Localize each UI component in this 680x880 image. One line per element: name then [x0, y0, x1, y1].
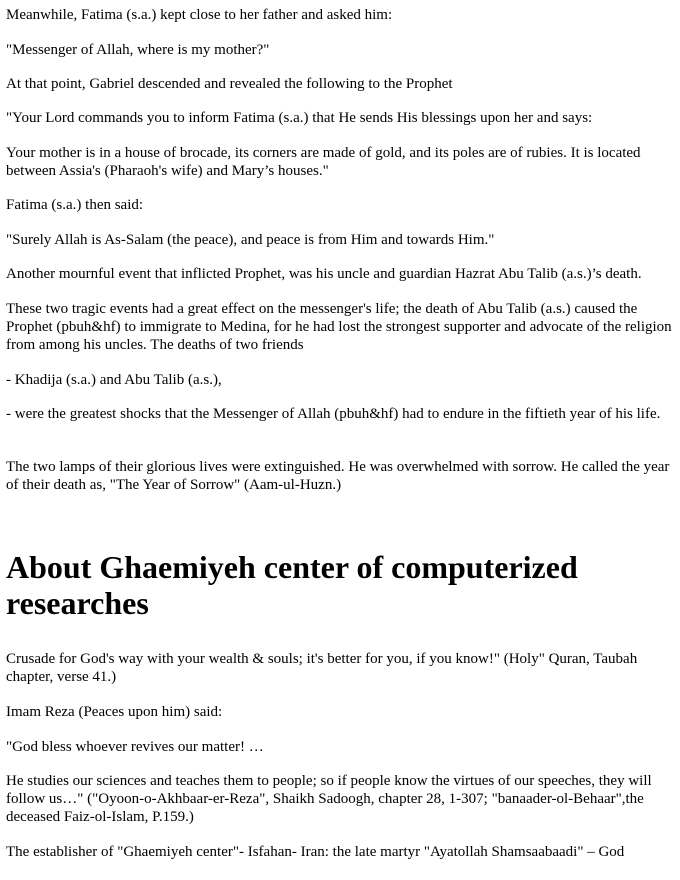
paragraph-gabriel: At that point, Gabriel descended and revealed the following to the Prophet	[6, 76, 453, 92]
paragraph-fatima-said: Fatima (s.a.) then said:	[6, 197, 144, 213]
paragraph-fatima-asks: Meanwhile, Fatima (s.a.) kept close to her father and asked him:	[6, 7, 393, 23]
paragraph-sciences: He studies our sciences and teaches them to people; so if people know the virtues of our speeches, they will follow us…" ("Oyoon-o-Akhbaar-er-Reza", Shaikh Sadoogh, chapter 28, 1-307; "banaader-ol-Behaar",the deceased Faiz-ol-Islam, P.159.)	[6, 773, 652, 825]
paragraph-abu-talib-death: Another mournful event that inflicted Prophet, was his uncle and guardian Hazrat Abu Talib (a.s.)’s death.	[6, 266, 642, 282]
paragraph-lord-commands: "Your Lord commands you to inform Fatima (s.a.) that He sends His blessings upon her and says:	[6, 110, 593, 126]
paragraph-crusade: Crusade for God's way with your wealth & souls; it's better for you, if you know!" (Holy" Quran, Taubah chapter, verse 41.)	[6, 651, 638, 685]
paragraph-house-of-brocade: Your mother is in a house of brocade, its corners are made of gold, and its poles are of rubies. It is located between Assia's (Pharaoh's wife) and Mary’s houses."	[6, 145, 641, 179]
paragraph-god-bless: "God bless whoever revives our matter! …	[6, 739, 264, 755]
paragraph-khadija: - Khadija (s.a.) and Abu Talib (a.s.),	[6, 372, 222, 388]
paragraph-establisher: The establisher of "Ghaemiyeh center"- Isfahan- Iran: the late martyr "Ayatollah Shamsaabaadi" – God	[6, 844, 625, 860]
paragraph-greatest-shocks: - were the greatest shocks that the Messenger of Allah (pbuh&hf) had to endure in the fiftieth year of his life.	[6, 406, 661, 422]
paragraph-where-mother: "Messenger of Allah, where is my mother?"	[6, 42, 270, 58]
paragraph-year-of-sorrow: The two lamps of their glorious lives were extinguished. He was overwhelmed with sorrow. He called the year of their death as, "The Year of Sorrow" (Aam-ul-Huzn.)	[6, 459, 670, 493]
paragraph-tragic-events: These two tragic events had a great effect on the messenger's life; the death of Abu Talib (a.s.) caused the Prophet (pbuh&hf) to immigrate to Medina, for he had lost the strongest supporter and advocate of the religion from among his uncles. The deaths of two friends	[6, 301, 672, 353]
section-heading: About Ghaemiyeh center of computerized researches	[6, 549, 578, 621]
paragraph-as-salam: "Surely Allah is As-Salam (the peace), and peace is from Him and towards Him."	[6, 232, 495, 248]
paragraph-imam-reza: Imam Reza (Peaces upon him) said:	[6, 704, 223, 720]
